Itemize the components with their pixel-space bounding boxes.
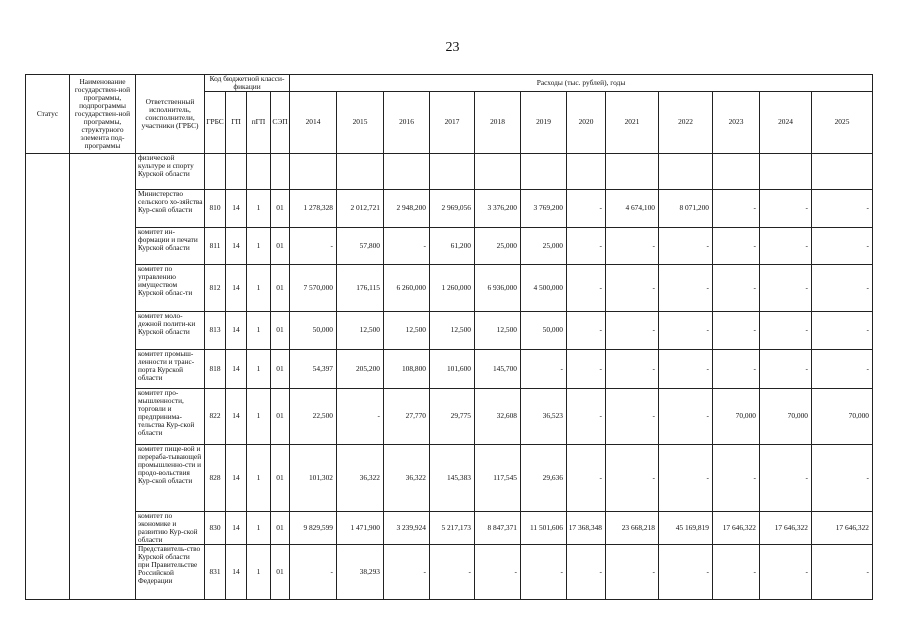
code-cell: 828 <box>205 445 226 512</box>
expense-value-cell: 117,545 <box>475 445 521 512</box>
expense-value-cell: 12,500 <box>337 312 384 350</box>
expense-value-cell: 1 260,000 <box>430 265 475 312</box>
expense-value-cell: 176,115 <box>337 265 384 312</box>
participant-name: комитет по экономике и развитию Кур-ской области <box>136 512 205 545</box>
header-year: 2016 <box>384 92 430 154</box>
expense-value-cell: 3 239,924 <box>384 512 430 545</box>
code-cell: 14 <box>226 389 247 445</box>
expense-value-cell <box>384 154 430 190</box>
expense-value-cell: 6 260,000 <box>384 265 430 312</box>
expense-value-cell: 108,800 <box>384 350 430 389</box>
expense-value-cell: - <box>290 545 337 600</box>
header-code-grbs: ГРБС <box>205 92 226 154</box>
code-cell: 830 <box>205 512 226 545</box>
code-cell: 14 <box>226 228 247 265</box>
table-row <box>26 265 873 312</box>
code-cell: 14 <box>226 545 247 600</box>
expense-value-cell: - <box>812 350 873 389</box>
header-year: 2020 <box>567 92 606 154</box>
expense-value-cell: - <box>760 312 812 350</box>
header-year: 2017 <box>430 92 475 154</box>
expense-value-cell: 57,800 <box>337 228 384 265</box>
expense-value-cell: - <box>659 228 713 265</box>
expense-value-cell: - <box>713 545 760 600</box>
expense-value-cell: - <box>606 545 659 600</box>
participant-name: комитет промыш-ленности и транс-порта Курской области <box>136 350 205 389</box>
status-cell <box>26 154 70 600</box>
code-cell: 811 <box>205 228 226 265</box>
expense-value-cell: 145,383 <box>430 445 475 512</box>
expense-value-cell: - <box>606 228 659 265</box>
expense-value-cell: - <box>760 545 812 600</box>
expense-value-cell: - <box>760 228 812 265</box>
expense-value-cell: 4 674,100 <box>606 190 659 228</box>
expense-value-cell <box>337 154 384 190</box>
expense-value-cell: 145,700 <box>475 350 521 389</box>
expense-value-cell: 61,200 <box>430 228 475 265</box>
expense-value-cell <box>606 154 659 190</box>
expense-value-cell: 12,500 <box>430 312 475 350</box>
expense-value-cell: 54,397 <box>290 350 337 389</box>
header-code-gp: ГП <box>226 92 247 154</box>
expense-value-cell: - <box>659 389 713 445</box>
code-cell <box>205 154 226 190</box>
expense-value-cell: 29,775 <box>430 389 475 445</box>
expense-value-cell: - <box>713 265 760 312</box>
expense-value-cell: 50,000 <box>521 312 567 350</box>
expense-value-cell: 101,600 <box>430 350 475 389</box>
expense-value-cell: 2 969,056 <box>430 190 475 228</box>
expense-value-cell: - <box>713 350 760 389</box>
code-cell: 01 <box>271 228 290 265</box>
table-row <box>26 154 873 190</box>
expense-value-cell: - <box>606 389 659 445</box>
expense-value-cell: - <box>567 265 606 312</box>
expense-value-cell: - <box>760 350 812 389</box>
header-year: 2025 <box>812 92 873 154</box>
expense-value-cell: - <box>567 312 606 350</box>
code-cell: 01 <box>271 265 290 312</box>
expense-value-cell: - <box>567 445 606 512</box>
expense-value-cell: 101,302 <box>290 445 337 512</box>
code-cell: 14 <box>226 190 247 228</box>
expense-value-cell: - <box>760 265 812 312</box>
code-cell: 01 <box>271 190 290 228</box>
code-cell: 1 <box>247 265 271 312</box>
page-number: 23 <box>445 40 460 55</box>
expense-value-cell: 17 646,322 <box>713 512 760 545</box>
code-cell <box>247 154 271 190</box>
expense-value-cell: - <box>659 445 713 512</box>
code-cell: 14 <box>226 445 247 512</box>
expense-value-cell: - <box>659 350 713 389</box>
expense-value-cell: 36,322 <box>337 445 384 512</box>
header-year: 2019 <box>521 92 567 154</box>
expense-value-cell: 36,322 <box>384 445 430 512</box>
table-row <box>26 389 873 445</box>
expense-value-cell: - <box>812 312 873 350</box>
expense-value-cell: 205,200 <box>337 350 384 389</box>
expense-value-cell: 6 936,000 <box>475 265 521 312</box>
code-cell: 1 <box>247 445 271 512</box>
expense-value-cell: 32,608 <box>475 389 521 445</box>
table-body <box>26 154 873 600</box>
header-responsible: Ответственный исполнитель, соисполнители, участники (ГРБС) <box>136 75 205 154</box>
expense-value-cell: - <box>713 190 760 228</box>
expense-value-cell: 8 071,200 <box>659 190 713 228</box>
code-cell: 1 <box>247 228 271 265</box>
table-row <box>26 350 873 389</box>
participant-name: комитет пище-вой и перераба-тывающей промышленно-сти и продо-вольствия Кур-ской области <box>136 445 205 512</box>
expense-value-cell: - <box>567 190 606 228</box>
expense-value-cell: 5 217,173 <box>430 512 475 545</box>
expense-value-cell: - <box>567 350 606 389</box>
table-row <box>26 545 873 600</box>
expense-value-cell <box>812 154 873 190</box>
code-cell: 01 <box>271 312 290 350</box>
table-row <box>26 512 873 545</box>
code-cell <box>226 154 247 190</box>
expense-value-cell: - <box>713 312 760 350</box>
program-name-cell <box>70 154 136 600</box>
expense-value-cell: - <box>567 228 606 265</box>
participant-name: физической культуре и спорту Курской области <box>136 154 205 190</box>
expense-value-cell: 50,000 <box>290 312 337 350</box>
expense-value-cell: 36,523 <box>521 389 567 445</box>
expense-value-cell: 7 570,000 <box>290 265 337 312</box>
expense-value-cell: - <box>606 445 659 512</box>
expense-value-cell: - <box>760 445 812 512</box>
participant-name: Министерство сельского хо-зяйства Кур-ской области <box>136 190 205 228</box>
participant-name: комитет про-мышленности, торговли и предпринима-тельства Кур-ской области <box>136 389 205 445</box>
header-expenses: Расходы (тыс. рублей), годы <box>290 75 873 92</box>
code-cell: 831 <box>205 545 226 600</box>
participant-name: Представитель-ство Курской области при Правительстве Российской Федерации <box>136 545 205 600</box>
expense-value-cell: - <box>567 389 606 445</box>
header-code-sep: СЭП <box>271 92 290 154</box>
code-cell: 14 <box>226 350 247 389</box>
code-cell: 1 <box>247 350 271 389</box>
code-cell: 01 <box>271 350 290 389</box>
header-year: 2024 <box>760 92 812 154</box>
code-cell <box>271 154 290 190</box>
expense-value-cell: 17 368,348 <box>567 512 606 545</box>
header-budget-code: Код бюджетной класси-фикации <box>205 75 290 92</box>
header-status: Статус <box>26 75 70 154</box>
expense-value-cell: - <box>713 445 760 512</box>
expense-value-cell: 29,636 <box>521 445 567 512</box>
table-row <box>26 190 873 228</box>
expense-value-cell: - <box>812 190 873 228</box>
expense-value-cell: - <box>337 389 384 445</box>
expense-value-cell: - <box>659 312 713 350</box>
expense-value-cell: 17 646,322 <box>812 512 873 545</box>
expense-value-cell: - <box>760 190 812 228</box>
expense-value-cell: - <box>290 228 337 265</box>
table-row <box>26 228 873 265</box>
expense-value-cell: - <box>430 545 475 600</box>
expense-value-cell: - <box>606 265 659 312</box>
expense-value-cell: - <box>384 228 430 265</box>
expense-value-cell <box>760 154 812 190</box>
expense-value-cell: 25,000 <box>521 228 567 265</box>
expense-value-cell: - <box>659 265 713 312</box>
expense-value-cell: 27,770 <box>384 389 430 445</box>
expense-value-cell: - <box>606 350 659 389</box>
expense-value-cell: 9 829,599 <box>290 512 337 545</box>
expense-value-cell: - <box>812 265 873 312</box>
participant-name: комитет ин-формации и печати Курской области <box>136 228 205 265</box>
expense-value-cell: 17 646,322 <box>760 512 812 545</box>
expense-value-cell <box>430 154 475 190</box>
expense-value-cell: 4 500,000 <box>521 265 567 312</box>
budget-table <box>25 74 873 600</box>
expense-value-cell <box>290 154 337 190</box>
expense-value-cell: 12,500 <box>384 312 430 350</box>
header-year: 2014 <box>290 92 337 154</box>
expense-value-cell: 38,293 <box>337 545 384 600</box>
participant-name: комитет моло-дежной полити-ки Курской области <box>136 312 205 350</box>
code-cell: 822 <box>205 389 226 445</box>
expense-value-cell: 70,000 <box>713 389 760 445</box>
expense-value-cell: 2 948,200 <box>384 190 430 228</box>
expense-value-cell: 2 012,721 <box>337 190 384 228</box>
header-year: 2018 <box>475 92 521 154</box>
expense-value-cell: - <box>812 228 873 265</box>
expense-value-cell: - <box>659 545 713 600</box>
code-cell: 810 <box>205 190 226 228</box>
expense-value-cell <box>713 154 760 190</box>
expense-value-cell: - <box>812 445 873 512</box>
expense-value-cell: 70,000 <box>760 389 812 445</box>
code-cell: 1 <box>247 190 271 228</box>
expense-value-cell: 1 278,328 <box>290 190 337 228</box>
expense-value-cell: 70,000 <box>812 389 873 445</box>
expense-value-cell: - <box>713 228 760 265</box>
expense-value-cell: 8 847,371 <box>475 512 521 545</box>
code-cell: 01 <box>271 545 290 600</box>
expense-value-cell: - <box>812 545 873 600</box>
header-code-pgp: пГП <box>247 92 271 154</box>
expense-value-cell <box>659 154 713 190</box>
expense-value-cell: 3 376,200 <box>475 190 521 228</box>
expense-value-cell: 1 471,900 <box>337 512 384 545</box>
header-program-name: Наименование государствен-ной программы, подпрограммы государствен-ной программы, структурного элемента под-программы <box>70 75 136 154</box>
expense-value-cell <box>521 154 567 190</box>
code-cell: 812 <box>205 265 226 312</box>
code-cell: 14 <box>226 312 247 350</box>
table-row <box>26 445 873 512</box>
table-row <box>26 312 873 350</box>
code-cell: 01 <box>271 512 290 545</box>
code-cell: 1 <box>247 312 271 350</box>
expense-value-cell: 22,500 <box>290 389 337 445</box>
expense-value-cell: - <box>384 545 430 600</box>
expense-value-cell: - <box>567 545 606 600</box>
expense-value-cell: - <box>521 545 567 600</box>
expense-value-cell: - <box>475 545 521 600</box>
code-cell: 813 <box>205 312 226 350</box>
expense-value-cell: 3 769,200 <box>521 190 567 228</box>
header-year: 2023 <box>713 92 760 154</box>
code-cell: 1 <box>247 545 271 600</box>
header-year: 2021 <box>606 92 659 154</box>
expense-value-cell: 11 501,606 <box>521 512 567 545</box>
expense-value-cell <box>475 154 521 190</box>
code-cell: 14 <box>226 265 247 312</box>
code-cell: 818 <box>205 350 226 389</box>
expense-value-cell: 23 668,218 <box>606 512 659 545</box>
code-cell: 1 <box>247 389 271 445</box>
expense-value-cell: 12,500 <box>475 312 521 350</box>
expense-value-cell <box>567 154 606 190</box>
participant-name: комитет по управлению имуществом Курской облас-ти <box>136 265 205 312</box>
code-cell: 14 <box>226 512 247 545</box>
expense-value-cell: - <box>521 350 567 389</box>
code-cell: 01 <box>271 389 290 445</box>
code-cell: 1 <box>247 512 271 545</box>
expense-value-cell: 45 169,819 <box>659 512 713 545</box>
header-year: 2015 <box>337 92 384 154</box>
expense-value-cell: 25,000 <box>475 228 521 265</box>
header-year: 2022 <box>659 92 713 154</box>
expense-value-cell: - <box>606 312 659 350</box>
code-cell: 01 <box>271 445 290 512</box>
